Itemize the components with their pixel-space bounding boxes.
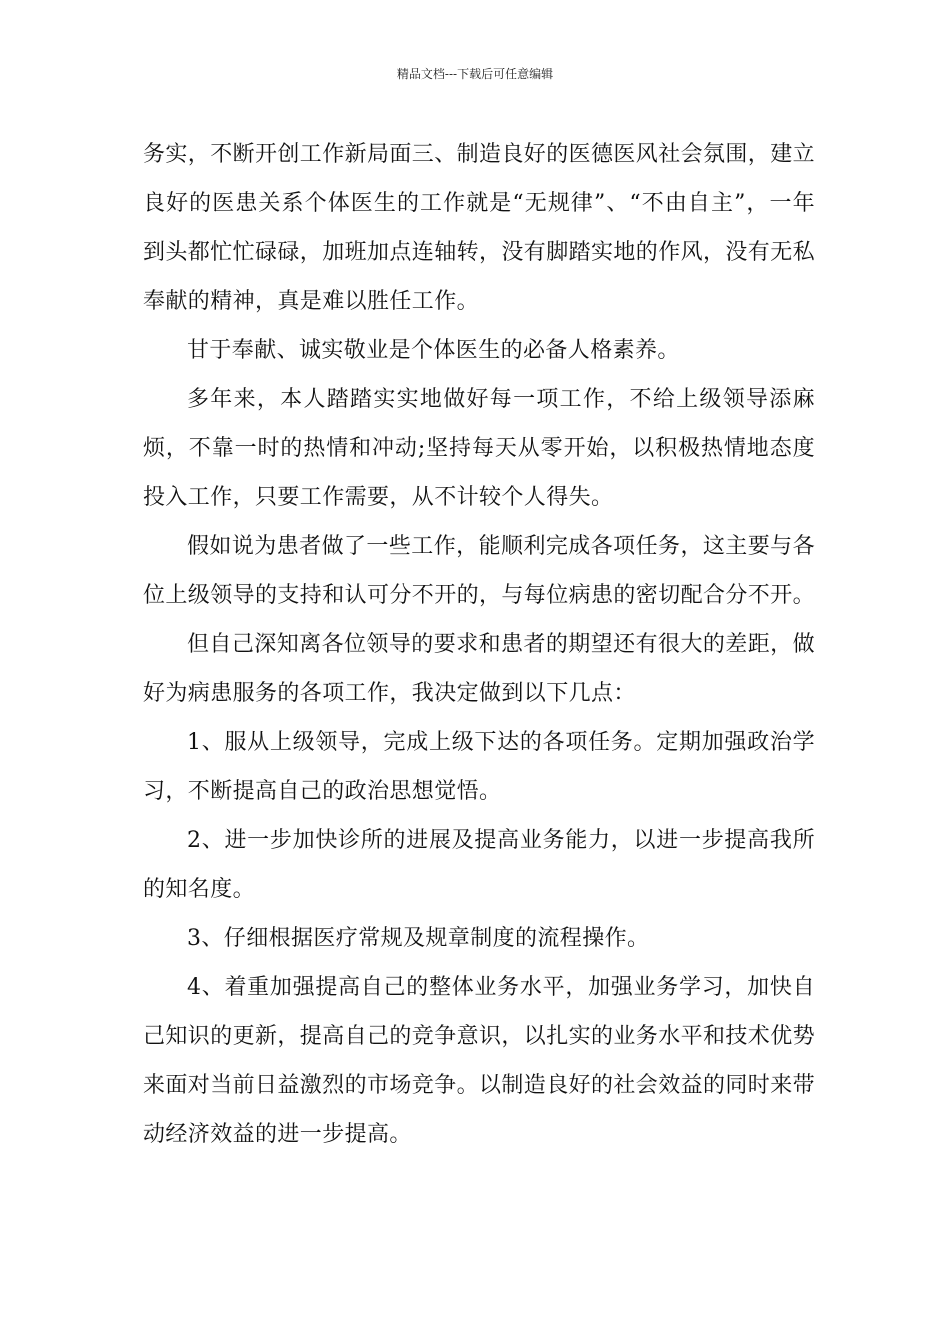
paragraph-5: 但自己深知离各位领导的要求和患者的期望还有很大的差距，做好为病患服务的各项工作，我决定做到以下几点： bbox=[143, 632, 815, 706]
document-body bbox=[143, 130, 815, 1159]
paragraph-2: 甘于奉献、诚实敬业是个体医生的必备人格素养。 bbox=[187, 338, 680, 363]
paragraph-1: 务实，不断开创工作新局面三、制造良好的医德医风社会氛围，建立良好的医患关系个体医生的工作就是“无规律”、“不由自主”，一年到头都忙忙碌碌，加班加点连轴转，没有脚踏实地的作风，没有无私奉献的精神，真是难以胜任工作。 bbox=[143, 142, 816, 314]
paragraph-3: 多年来，本人踏踏实实地做好每一项工作，不给上级领导添麻烦，不靠一时的热情和冲动;坚持每天从零开始，以积极热情地态度投入工作，只要工作需要，从不计较个人得失。 bbox=[143, 387, 815, 510]
list-item-2: 2、进一步加快诊所的进展及提高业务能力，以进一步提高我所的知名度。 bbox=[143, 828, 815, 902]
list-item-1: 1、服从上级领导，完成上级下达的各项任务。定期加强政治学习，不断提高自己的政治思想觉悟。 bbox=[143, 730, 815, 804]
paragraph-4: 假如说为患者做了一些工作，能顺利完成各项任务，这主要与各位上级领导的支持和认可分不开的，与每位病患的密切配合分不开。 bbox=[143, 534, 816, 608]
page-header: 精品文档---下载后可任意编辑 bbox=[396, 67, 554, 81]
list-item-4: 4、着重加强提高自己的整体业务水平，加强业务学习，加快自己知识的更新，提高自己的竞争意识，以扎实的业务水平和技术优势来面对当前日益激烈的市场竞争。以制造良好的社会效益的同时来带动经济效益的进一步提高。 bbox=[143, 975, 816, 1147]
list-item-3: 3、仔细根据医疗常规及规章制度的流程操作。 bbox=[187, 926, 650, 951]
